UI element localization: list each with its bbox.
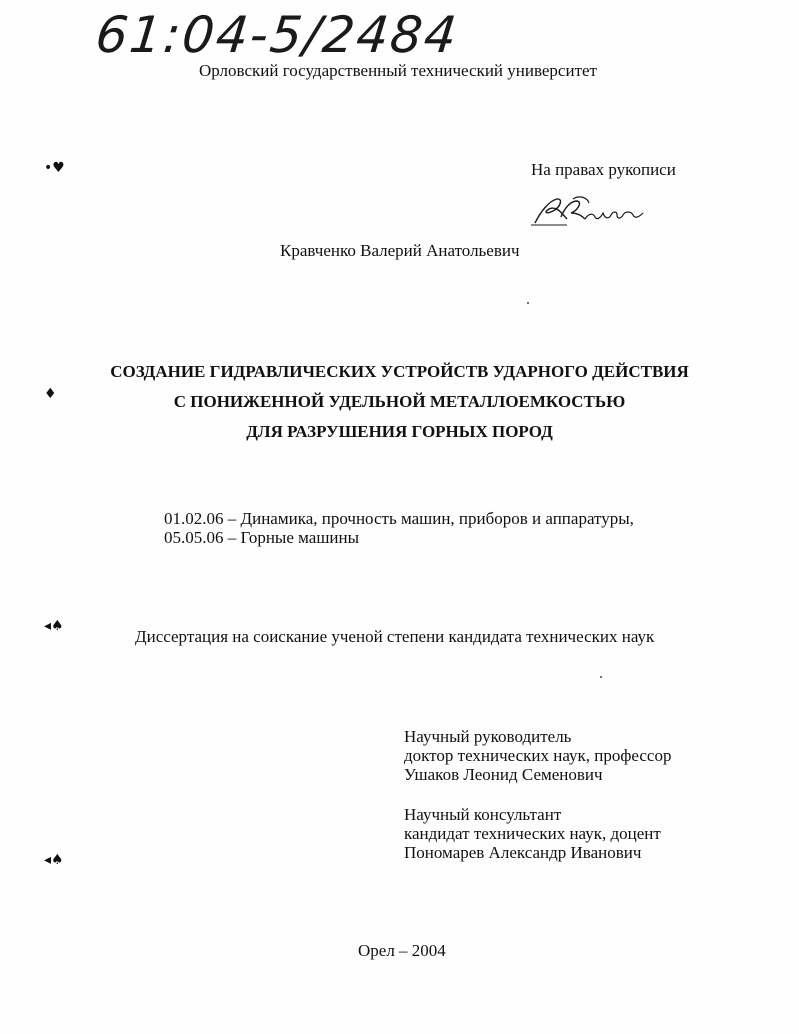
- manuscript-rights: На правах рукописи: [531, 160, 676, 179]
- specialty-2: 05.05.06 – Горные машины: [164, 528, 360, 547]
- consultant-degree: кандидат технических наук, доцент: [404, 824, 661, 843]
- university-name: Орловский государственный технический университет: [199, 61, 597, 80]
- margin-mark: ♦: [44, 386, 57, 402]
- dissertation-title: [0, 357, 799, 447]
- title-line-3: ДЛЯ РАЗРУШЕНИЯ ГОРНЫХ ПОРОД: [246, 422, 553, 441]
- title-line-2: С ПОНИЖЕННОЙ УДЕЛЬНОЙ МЕТАЛЛОЕМКОСТЬЮ: [173, 392, 626, 411]
- consultant-role: Научный консультант: [404, 805, 562, 824]
- title-line-1: СОЗДАНИЕ ГИДРАВЛИЧЕСКИХ УСТРОЙСТВ УДАРНОГО ДЕЙСТВИЯ: [110, 362, 689, 381]
- advisor-role: Научный руководитель: [404, 727, 572, 746]
- margin-mark: ◂♠: [44, 852, 64, 868]
- speck: [600, 676, 602, 678]
- city-year: Орел – 2004: [358, 941, 446, 960]
- author-name: Кравченко Валерий Анатольевич: [280, 241, 520, 260]
- advisor-name: Ушаков Леонид Семенович: [404, 765, 603, 784]
- advisor-degree: доктор технических наук, профессор: [404, 746, 672, 765]
- speck: [527, 302, 529, 304]
- consultant-name: Пономарев Александр Иванович: [404, 843, 642, 862]
- catalog-code: 61:04-5/2484: [92, 6, 462, 64]
- dissertation-type: Диссертация на соискание ученой степени кандидата технических наук: [135, 627, 655, 646]
- specialty-1: 01.02.06 – Динамика, прочность машин, приборов и аппаратуры,: [164, 509, 634, 528]
- margin-mark: ◂♠: [44, 618, 64, 634]
- margin-mark: •♥: [44, 160, 65, 176]
- author-signature: [527, 193, 647, 229]
